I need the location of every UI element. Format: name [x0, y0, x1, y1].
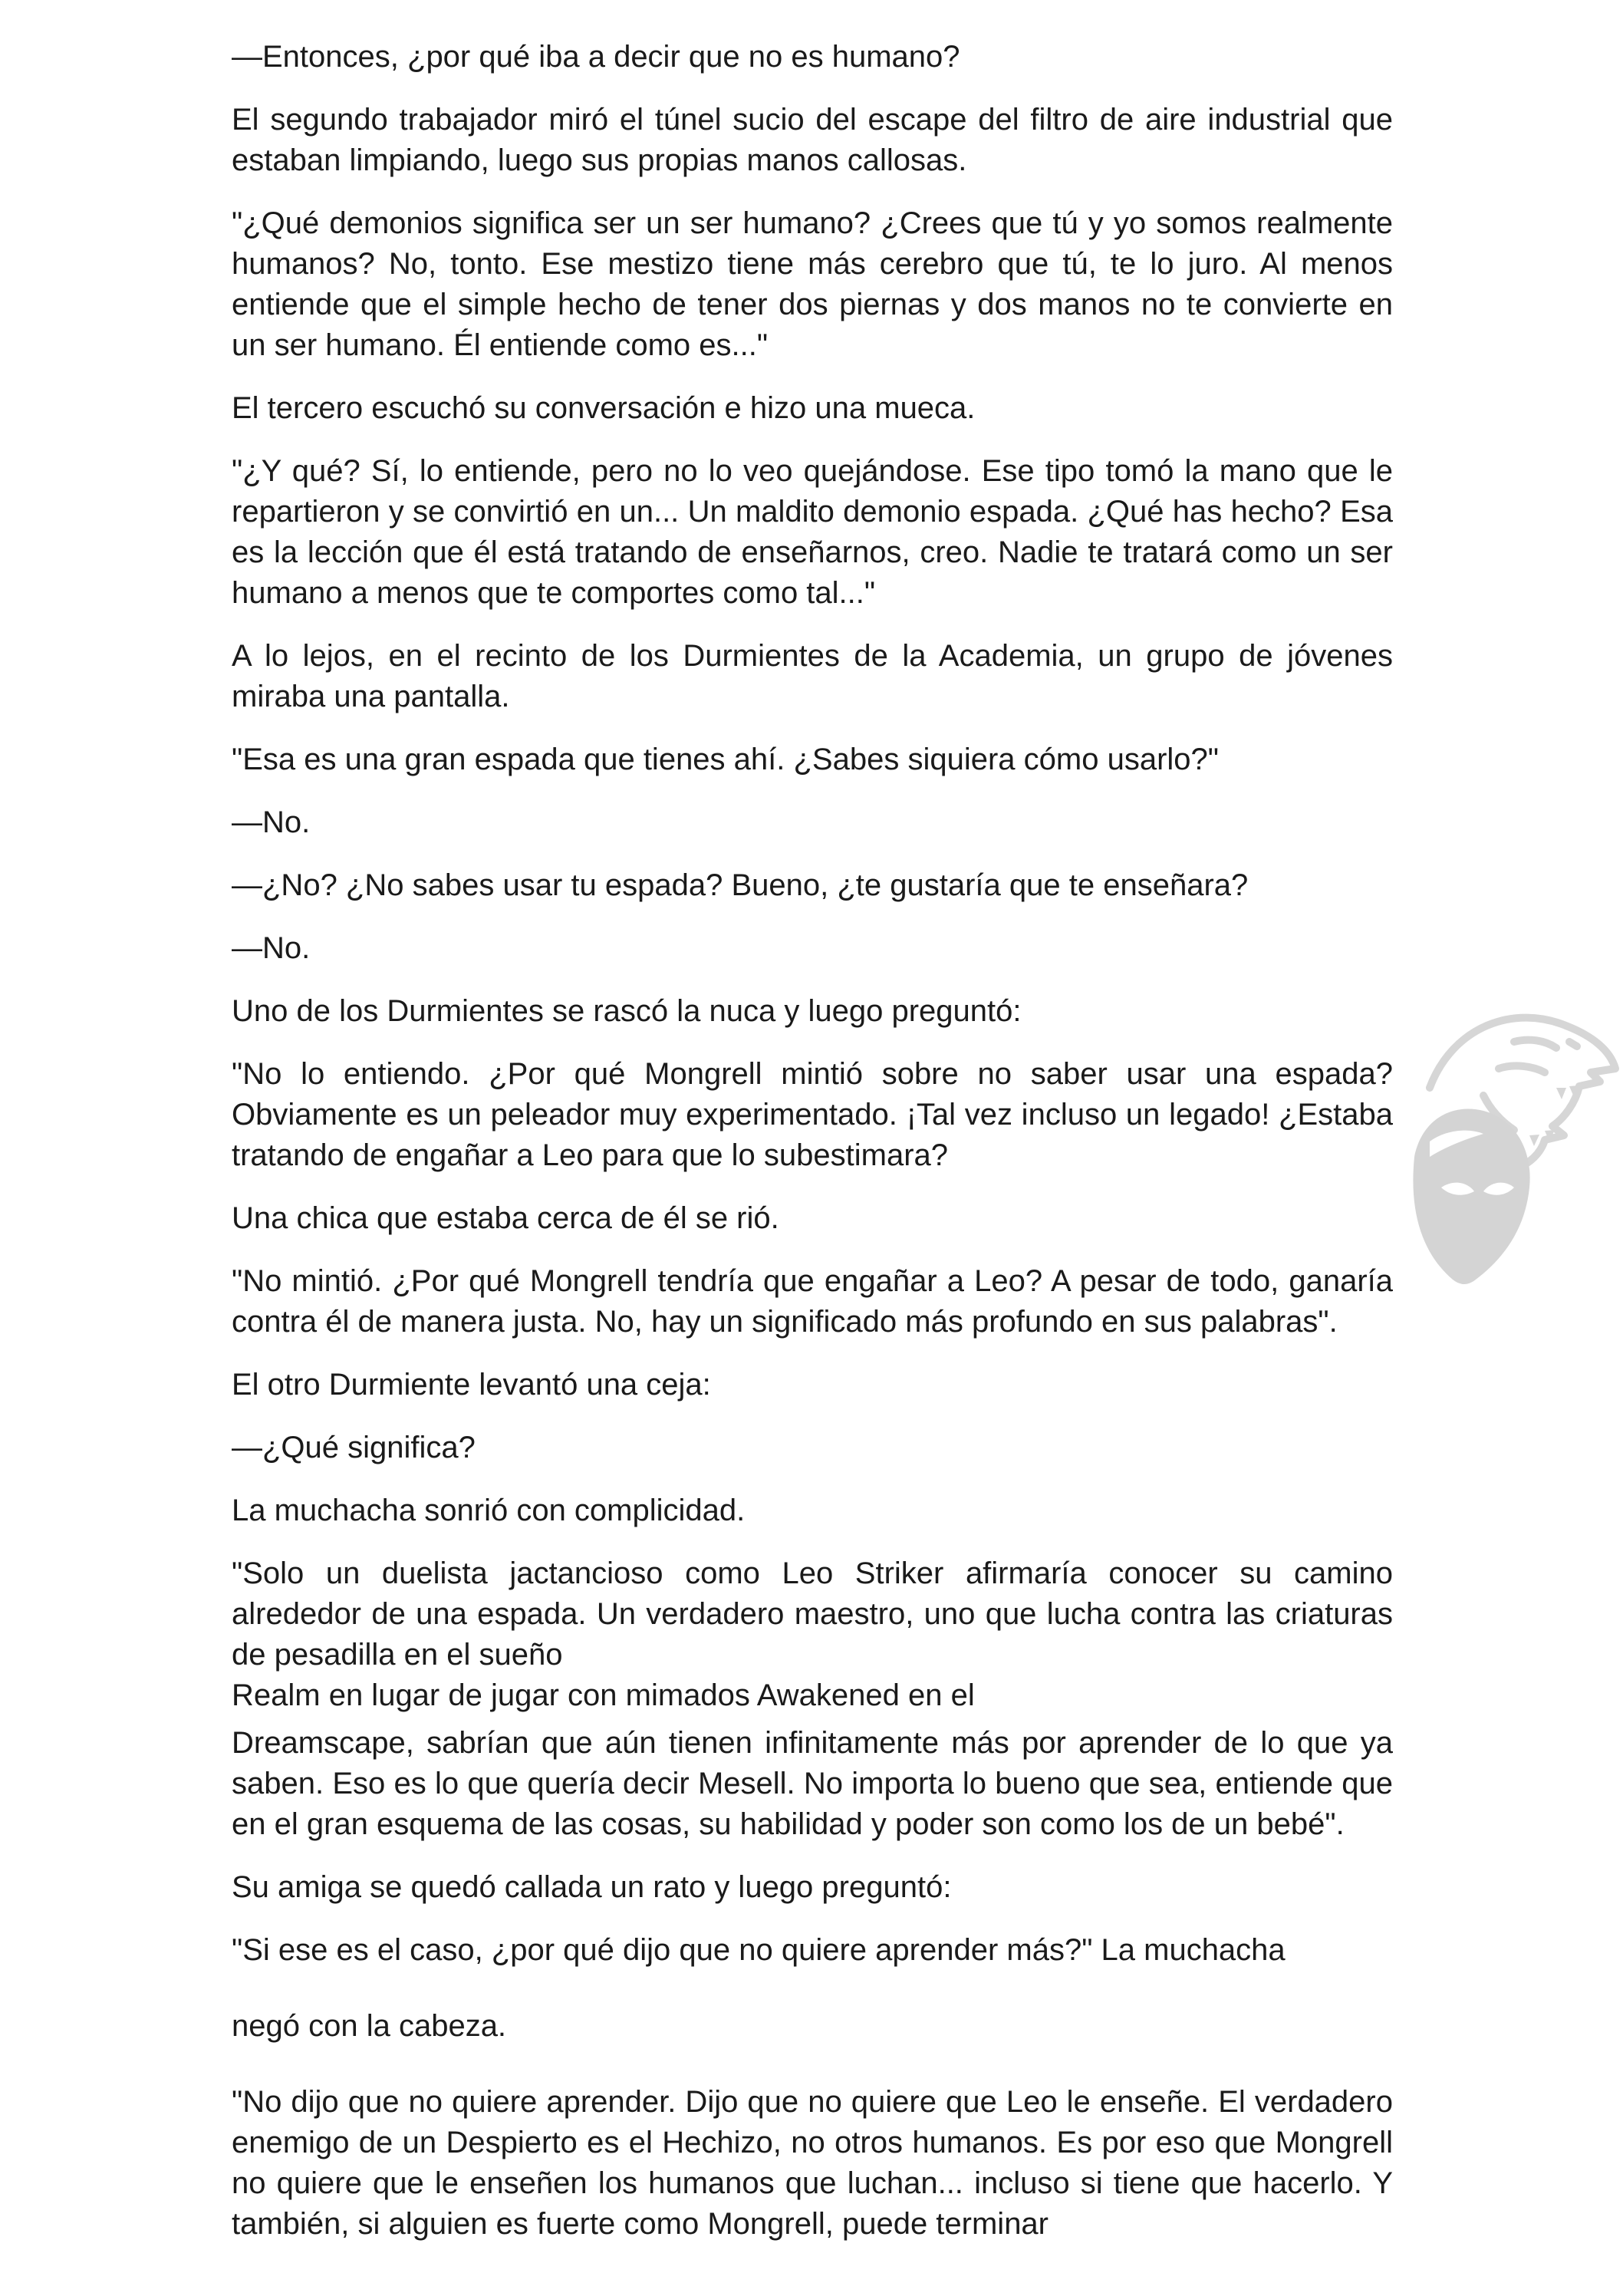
paragraph-3: "¿Qué demonios significa ser un ser humano? ¿Crees que tú y yo somos realmente humanos? No, tonto. Ese mestizo tiene más cerebro que tú, te lo juro. Al menos entiende que el simple hecho de tener dos piernas y dos manos no te convierte en un ser humano. Él entiende como es..."	[232, 206, 1393, 362]
paragraph-23: negó con la cabeza.	[232, 2009, 507, 2043]
paragraph-18: "Solo un duelista jactancioso como Leo Striker afirmaría conocer su camino alrededor de una espada. Un verdadero maestro, uno que lucha contra las criaturas de pesadilla en el sueño	[232, 1556, 1393, 1672]
document-page	[232, 37, 1393, 2267]
paragraph-21: Su amiga se quedó callada un rato y luego preguntó:	[232, 1870, 952, 1904]
paragraph-4: El tercero escuchó su conversación e hizo una mueca.	[232, 391, 976, 425]
paragraph-2: El segundo trabajador miró el túnel sucio del escape del filtro de aire industrial que estaban limpiando, luego sus propias manos callosas.	[232, 103, 1393, 177]
paragraph-19: Realm en lugar de jugar con mimados Awakened en el	[232, 1678, 975, 1712]
paragraph-10: —No.	[232, 931, 311, 965]
paragraph-1: —Entonces, ¿por qué iba a decir que no es humano?	[232, 40, 960, 74]
paragraph-13: Una chica que estaba cerca de él se rió.	[232, 1201, 779, 1235]
paragraph-20: Dreamscape, sabrían que aún tienen infinitamente más por aprender de lo que ya saben. Eso es lo que quería decir Mesell. No importa lo bueno que sea, entiende que en el gran esquema de las cosas, su habilidad y poder son como los de un bebé".	[232, 1726, 1393, 1841]
paragraph-12: "No lo entiendo. ¿Por qué Mongrell mintió sobre no saber usar una espada? Obviamente es un peleador muy experimentado. ¡Tal vez incluso un legado! ¿Estaba tratando de engañar a Leo para que lo subestimara?	[232, 1057, 1393, 1172]
paragraph-14: "No mintió. ¿Por qué Mongrell tendría que engañar a Leo? A pesar de todo, ganaría contra él de manera justa. No, hay un significado más profundo en sus palabras".	[232, 1264, 1393, 1339]
paragraph-8: —No.	[232, 805, 311, 839]
paragraph-16: —¿Qué significa?	[232, 1431, 476, 1464]
paragraph-9: —¿No? ¿No sabes usar tu espada? Bueno, ¿te gustaría que te enseñara?	[232, 868, 1249, 902]
paragraph-7: "Esa es una gran espada que tienes ahí. ¿Sabes siquiera cómo usarlo?"	[232, 743, 1219, 776]
paragraph-6: A lo lejos, en el recinto de los Durmientes de la Academia, un grupo de jóvenes miraba una pantalla.	[232, 639, 1393, 713]
paragraph-22: "Si ese es el caso, ¿por qué dijo que no quiere aprender más?" La muchacha	[232, 1933, 1286, 1967]
paragraph-15: El otro Durmiente levantó una ceja:	[232, 1368, 711, 1402]
watermark-logo-icon	[1399, 996, 1621, 1303]
watermark-logo-svg	[1399, 996, 1621, 1303]
paragraph-24: "No dijo que no quiere aprender. Dijo que no quiere que Leo le enseñe. El verdadero enemigo de un Despierto es el Hechizo, no otros humanos. Es por eso que Mongrell no quiere que le enseñen los humanos que luchan... incluso si tiene que hacerlo. Y también, si alguien es fuerte como Mongrell, puede terminar	[232, 2085, 1393, 2241]
paragraph-11: Uno de los Durmientes se rascó la nuca y luego preguntó:	[232, 994, 1022, 1028]
paragraph-5: "¿Y qué? Sí, lo entiende, pero no lo veo quejándose. Ese tipo tomó la mano que le repartieron y se convirtió en un... Un maldito demonio espada. ¿Qué has hecho? Esa es la lección que él está tratando de enseñarnos, creo. Nadie te tratará como un ser humano a menos que te comportes como tal..."	[232, 454, 1393, 610]
paragraph-17: La muchacha sonrió con complicidad.	[232, 1494, 746, 1527]
